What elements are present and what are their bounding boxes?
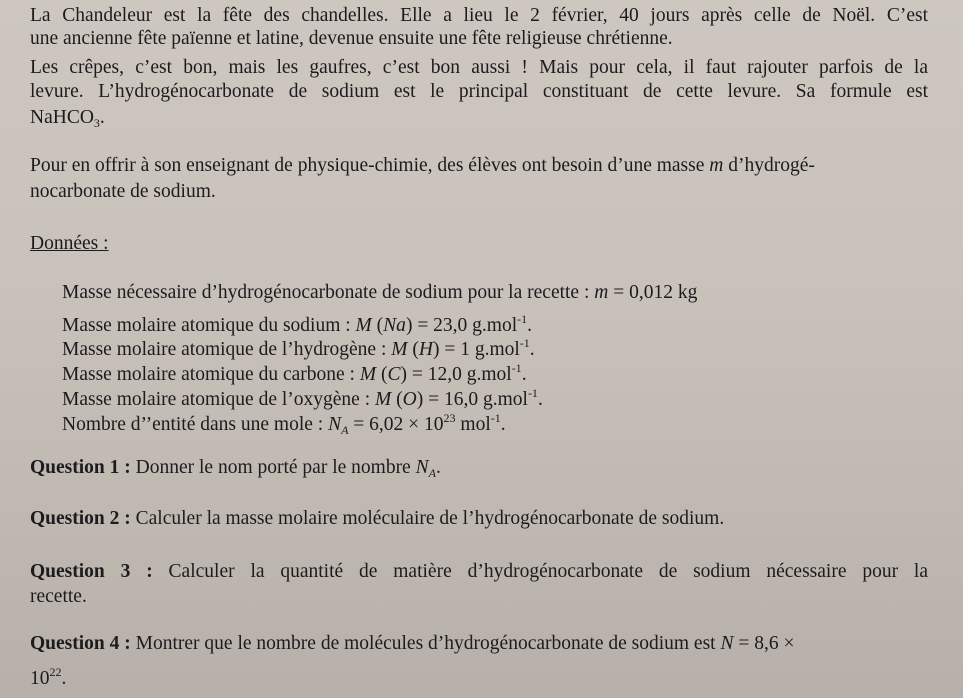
- donnee-row-carbon: Masse molaire atomique du carbone : M (C) = 12,0 g.mol$^{-1}$.: [62, 361, 527, 385]
- question-4-label: Question 4 :: [30, 633, 131, 654]
- donnee-arg: O: [402, 389, 417, 410]
- donnee-end: .: [537, 389, 543, 410]
- donnee-value: = 12,0 g.mol: [406, 364, 512, 385]
- donnee-exp: -1: [511, 361, 522, 375]
- question-1-end: .: [435, 457, 441, 478]
- donnee-exp: -1: [527, 386, 538, 400]
- question-4-var: N: [720, 633, 734, 654]
- question-4-base: 10: [30, 668, 50, 689]
- donnees-title: Données :: [30, 233, 109, 254]
- question-1-label: Question 1 :: [30, 457, 131, 478]
- question-3: [30, 560, 928, 584]
- donnee-label: Masse nécessaire d’hydrogénocarbonate de sodium pour la recette :: [62, 282, 595, 303]
- question-4: [30, 632, 794, 656]
- donnee-label: Masse molaire atomique de l’hydrogène :: [62, 339, 392, 360]
- question-1-var: N: [415, 457, 429, 478]
- donnee-var: M: [391, 339, 408, 360]
- donnee-row-oxygen: Masse molaire atomique de l’oxygène : M (O) = 16,0 g.mol$^{-1}$.: [62, 386, 543, 410]
- question-2: [30, 507, 724, 531]
- question-1-sub-text: A: [428, 466, 436, 480]
- question-4-pow: 22: [49, 665, 62, 679]
- question-4-eq: = 8,6 ×: [733, 633, 795, 654]
- donnee-row-hydrogen: Masse molaire atomique de l’hydrogène : M (H) = 1 g.mol$^{-1}$.: [62, 336, 535, 360]
- donnee-end: .: [529, 339, 535, 360]
- donnee-pow: 23: [443, 411, 456, 425]
- donnee-sub-text: A: [341, 423, 349, 437]
- donnee-value: = 0,012 kg: [608, 282, 698, 303]
- donnee-arg: H: [418, 339, 433, 360]
- donnee-value: = 16,0 g.mol: [423, 389, 528, 410]
- donnee-var: N: [328, 414, 342, 435]
- donnee-row-avogadro: [62, 406, 506, 442]
- question-2-text: Calculer la masse molaire moléculaire de l’hydrogénocarbonate de sodium.: [130, 508, 725, 529]
- intro-line-2: une ancienne fête païenne et latine, devenue ensuite une fête religieuse chrétienne.: [30, 28, 673, 49]
- donnee-row-sodium: Masse molaire atomique du sodium : M (Na) = 23,0 g.mol$^{-1}$.: [62, 312, 533, 336]
- donnee-arg: C: [387, 364, 401, 385]
- intro-line-7: nocarbonate de sodium.: [30, 181, 216, 202]
- formula-end: .: [99, 107, 105, 128]
- question-2-label: Question 2 :: [30, 508, 131, 529]
- intro-line-4: levure. L’hydrogénocarbonate de sodium est le principal constituant de cette levure. Sa formule est: [30, 81, 928, 102]
- question-1: [30, 456, 441, 485]
- intro-line-6: [30, 154, 815, 178]
- mass-variable: m: [709, 155, 724, 176]
- donnee-end: .: [527, 315, 533, 336]
- formula-text: NaHCO: [30, 107, 94, 128]
- donnee-exp: -1: [517, 312, 528, 326]
- donnee-label: Masse molaire atomique du sodium :: [62, 315, 356, 336]
- question-4-continued: [30, 660, 66, 691]
- donnee-value: = 23,0 g.mol: [412, 315, 518, 336]
- donnee-var: M: [359, 364, 377, 385]
- donnee-arg: Na: [383, 315, 406, 336]
- intro-line-1: La Chandeleur est la fête des chandelles. Elle a lieu le 2 février, 40 jours après celle de Noël. C’est: [30, 5, 928, 26]
- donnee-label: Nombre d’’entité dans une mole :: [62, 414, 329, 435]
- donnee-label: Masse molaire atomique de l’oxygène :: [62, 389, 375, 410]
- donnee-var: M: [355, 315, 372, 336]
- question-3-text: Calculer la quantité de matière d’hydrogénocarbonate de sodium nécessaire pour la: [152, 561, 928, 582]
- donnee-value: = 6,02 × 10: [348, 414, 444, 435]
- donnee-value: = 1 g.mol: [439, 339, 520, 360]
- intro-line-3: Les crêpes, c’est bon, mais les gaufres, c’est bon aussi ! Mais pour cela, il faut rajouter parfois de la: [30, 57, 928, 78]
- donnee-unit: mol: [455, 414, 491, 435]
- question-3-continued: recette.: [30, 586, 87, 607]
- donnee-var: m: [594, 282, 609, 303]
- donnee-exp: -1: [490, 411, 501, 425]
- donnee-row-mass: [62, 281, 697, 305]
- question-1-text: Donner le nom porté par le nombre: [130, 457, 416, 478]
- intro-line-6a: Pour en offrir à son enseignant de physique-chimie, des élèves ont besoin d’une masse: [30, 155, 710, 176]
- question-1-sub: [429, 466, 436, 480]
- donnee-exp: -1: [519, 336, 530, 350]
- donnee-label: Masse molaire atomique du carbone :: [62, 364, 360, 385]
- donnee-end: .: [521, 364, 527, 385]
- formula-subscript: 3: [93, 116, 100, 130]
- question-4-end: .: [61, 668, 67, 689]
- intro-formula: [30, 106, 105, 135]
- question-3-label: Question 3 :: [30, 561, 153, 582]
- question-4-text: Montrer que le nombre de molécules d’hydrogénocarbonate de sodium est: [130, 633, 721, 654]
- intro-line-6b: d’hydrogé-: [723, 155, 815, 176]
- donnee-end: .: [500, 414, 506, 435]
- donnee-var: M: [375, 389, 392, 410]
